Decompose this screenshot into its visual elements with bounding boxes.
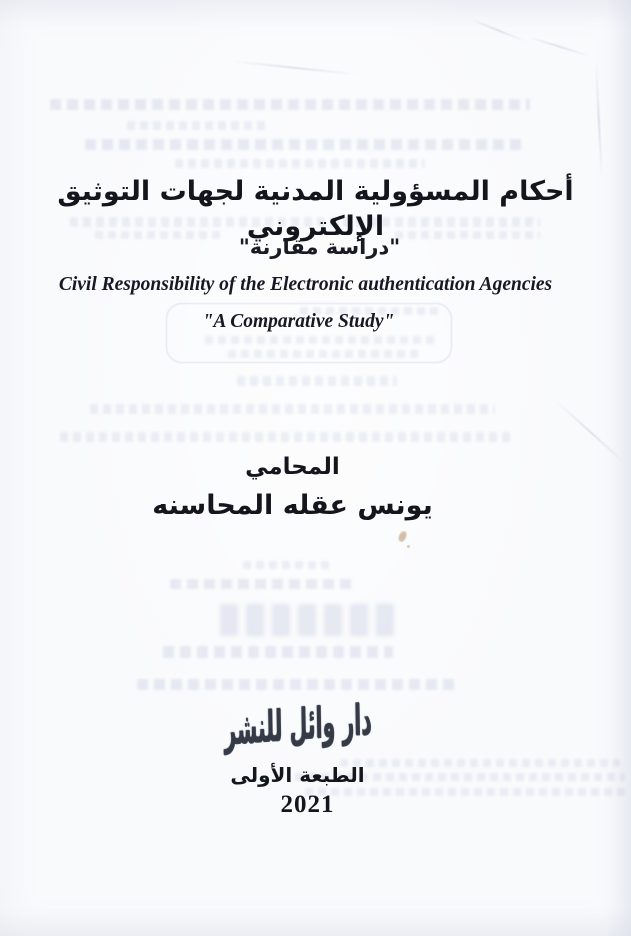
paper-crease xyxy=(595,61,603,181)
book-title-arabic: أحكام المسؤولية المدنية لجهات التوثيق الإلكتروني xyxy=(57,176,574,243)
paper-crease xyxy=(528,36,591,56)
bleedthrough-line xyxy=(237,376,397,386)
book-title-english: Civil Responsibility of the Electronic authentication Agencies xyxy=(58,274,553,295)
paper-stain xyxy=(407,545,410,548)
paper-crease xyxy=(470,18,526,42)
bleedthrough-title xyxy=(220,604,400,636)
bleedthrough-line xyxy=(170,579,355,589)
bleedthrough-line xyxy=(243,561,333,569)
edition-label: الطبعة الأولى xyxy=(230,763,365,787)
bleedthrough-line xyxy=(60,432,515,442)
author-honorific: المحامي xyxy=(245,454,340,480)
bleedthrough-line xyxy=(90,404,495,414)
bleedthrough-line xyxy=(205,336,435,344)
book-subtitle-english: "A Comparative Study" xyxy=(202,311,395,332)
author-name: يونس عقله المحاسنه xyxy=(152,490,433,521)
publisher-logo-text: دار وائل للنشر xyxy=(223,694,372,754)
paper-stain xyxy=(397,530,407,543)
paper-crease xyxy=(230,60,359,75)
publication-year: 2021 xyxy=(280,791,335,818)
publisher-logo xyxy=(0,690,613,758)
bleedthrough-line xyxy=(50,99,530,110)
book-subtitle-arabic: "دراسة مقارنة" xyxy=(238,235,401,259)
bleedthrough-line xyxy=(127,121,267,130)
bleedthrough-line xyxy=(228,350,423,358)
bleedthrough-line xyxy=(175,159,425,168)
bleedthrough-line xyxy=(163,646,393,658)
bleedthrough-line xyxy=(137,679,457,690)
bleedthrough-line xyxy=(85,139,525,150)
